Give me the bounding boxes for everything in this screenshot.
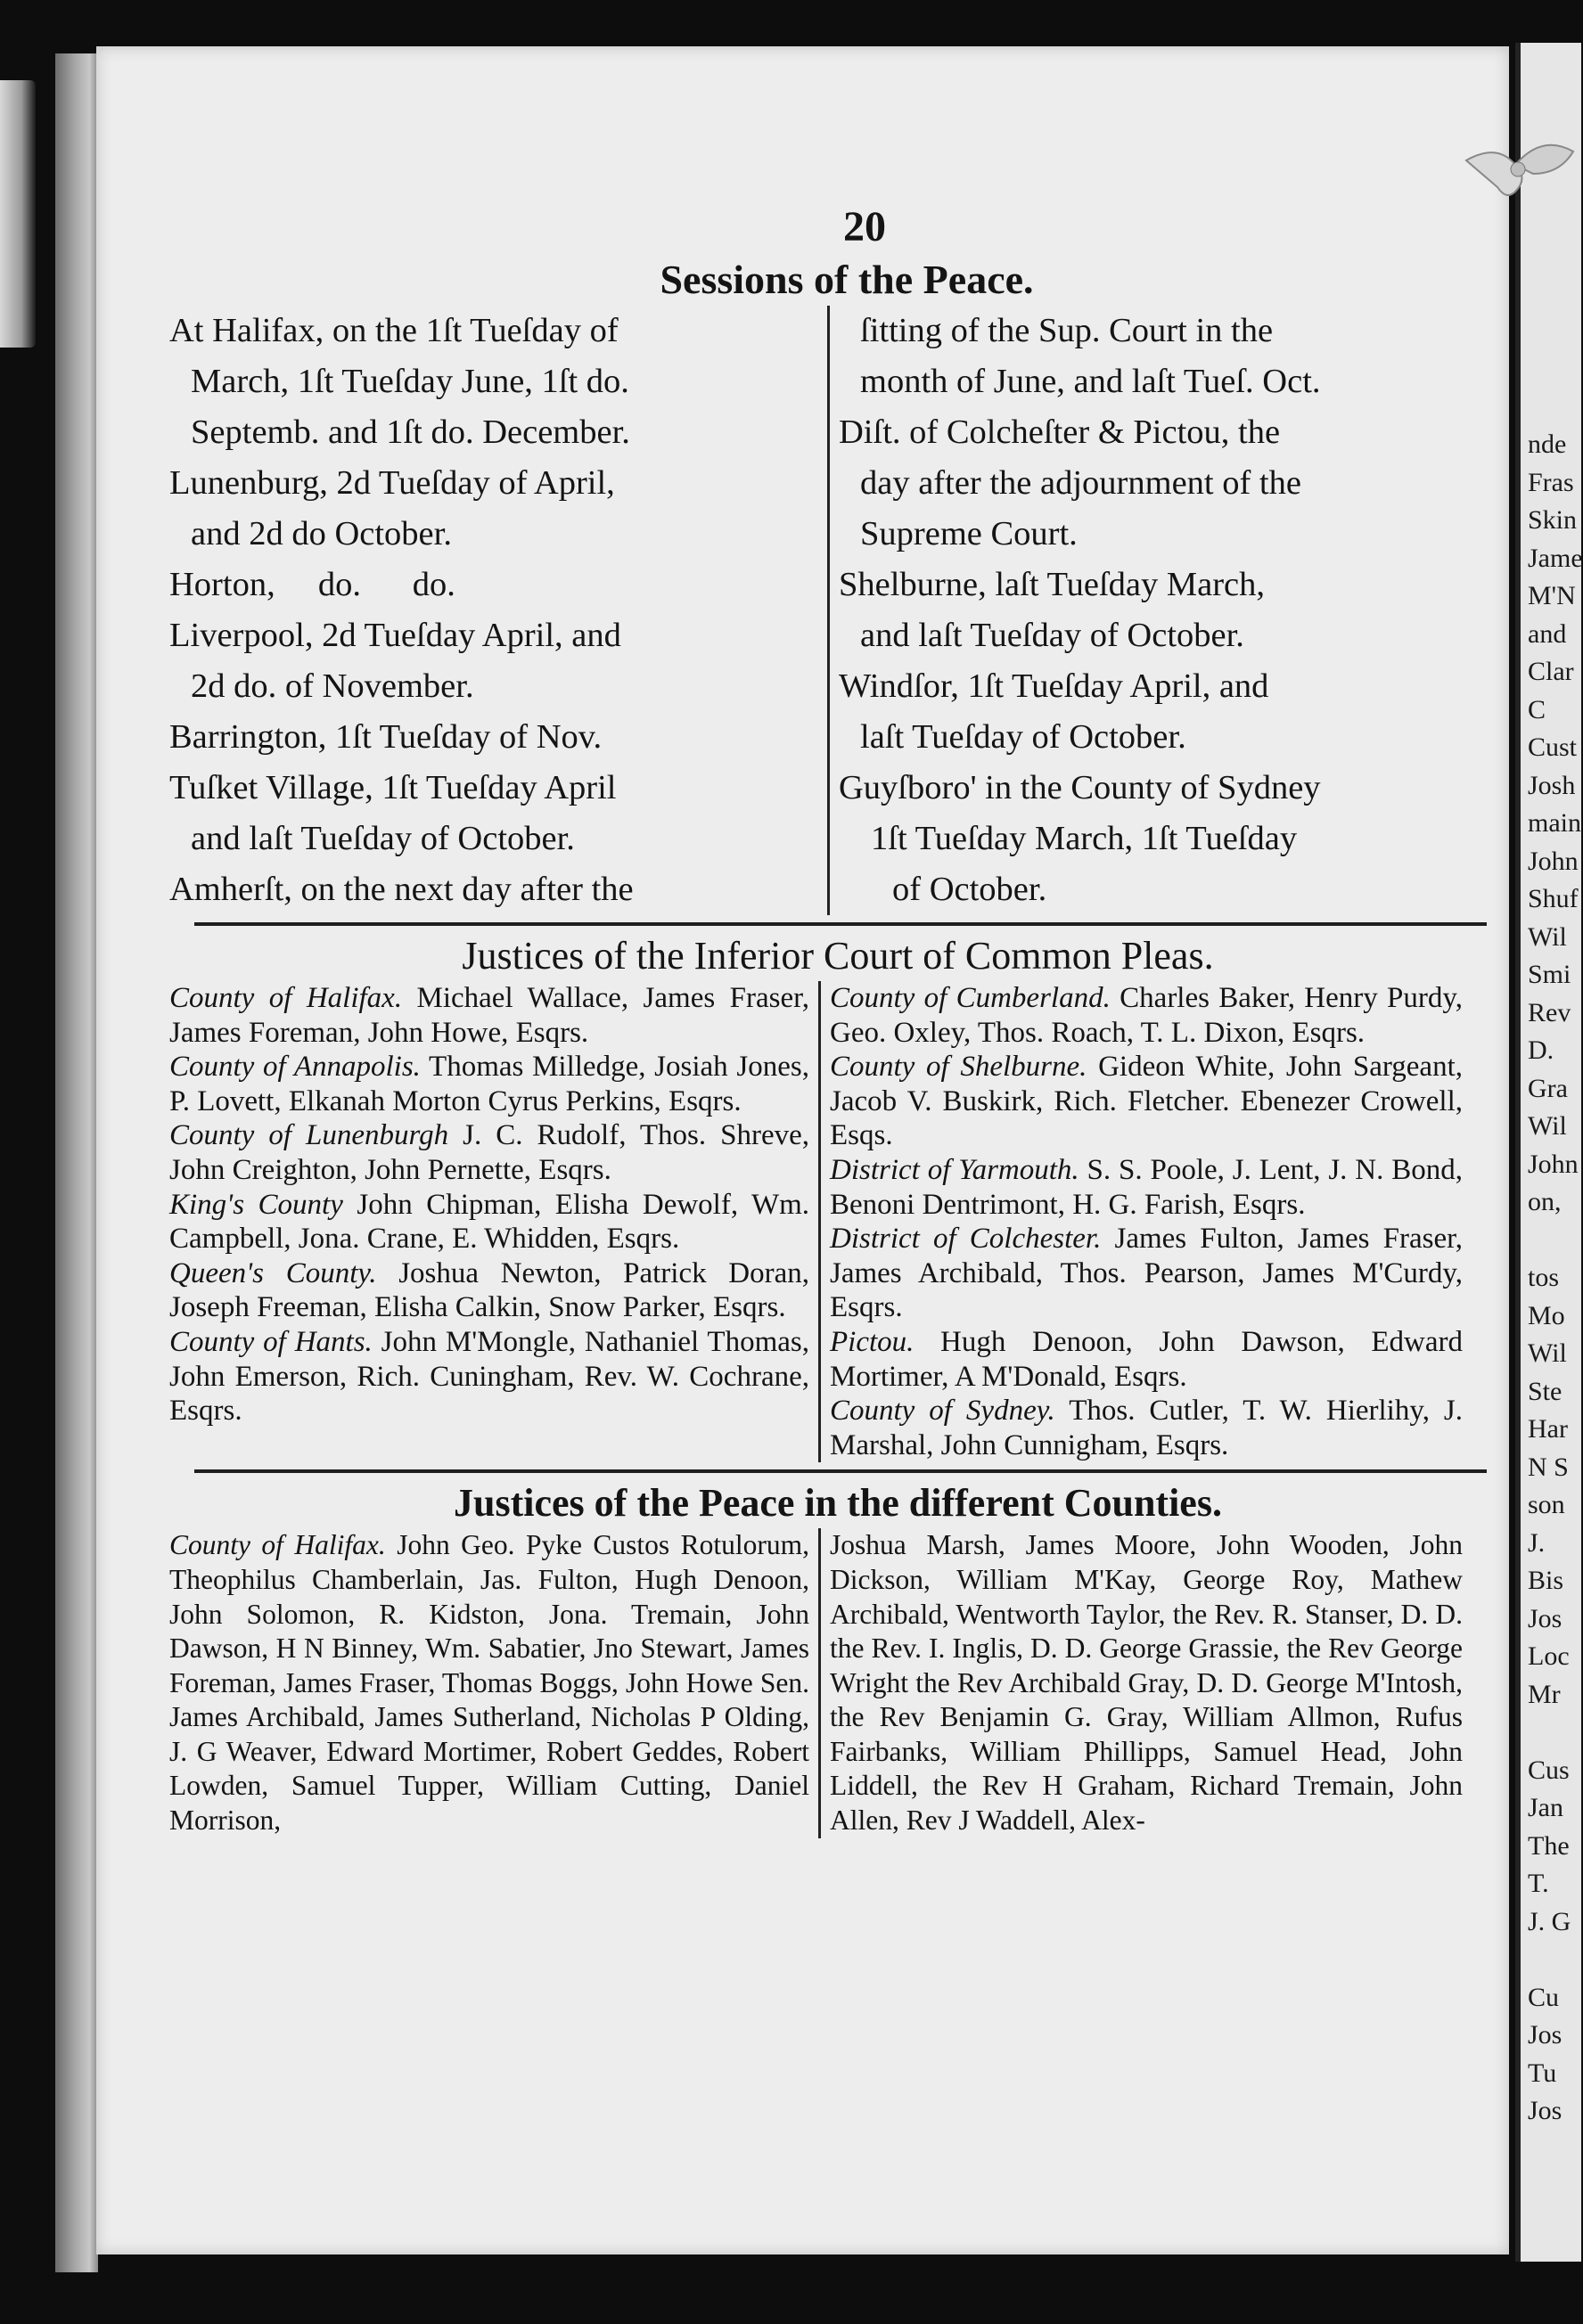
sessions-line: March, 1ſt Tueſday June, 1ſt do.	[191, 363, 629, 400]
peace-right-column	[830, 1528, 1463, 1837]
county-label: District of Colchester.	[830, 1223, 1102, 1256]
county-label: King's County	[169, 1188, 343, 1221]
sessions-line: Liverpool, 2d Tueſday April, and	[169, 617, 621, 654]
book-edge	[0, 80, 36, 348]
sessions-line: and laſt Tueſday of October.	[860, 617, 1244, 654]
justice-names: S. S. Poole, J. Lent, J. N. Bond, Benoni Dentrimont, H. G. Farish, Esqrs.	[830, 1153, 1464, 1221]
inferior-right-column	[830, 981, 1463, 1462]
sessions-line: Shelburne, laſt Tueſday March,	[839, 566, 1265, 603]
sessions-line: month of June, and laſt Tueſ. Oct.	[860, 363, 1321, 400]
sessions-left-column	[169, 306, 818, 915]
adjacent-page-text: nde Fras Skin Jame M'N and Clar C Cust Josh main John Shuf Wil Smi Rev D. Gra Wil John on, tos Mo Wil Ste Har N S son J. Bis Jos Loc Mr Cus Jan The T. J. G Cu Jos Tu Jos	[1528, 430, 1583, 2125]
sessions-line: day after the adjournment of the	[860, 464, 1301, 502]
sessions-line: Tuſket Village, 1ſt Tueſday April	[169, 769, 617, 806]
justice-names: Joshua Marsh, James Moore, John Wooden, John Dickson, William M'Kay, George Roy, Mathew Archibald, Wentworth Taylor, the Rev. R. Stanser, D. D. the Rev. I. Inglis, D. D. George Grassie, the Rev George Wright the Rev Archibald Gray, D. D. George M'Intosh, the Rev Benjamin G. Gray, William Allmon, Rufus Fairbanks, William Phillipps, Samuel Head, John Liddell, the Rev H Graham, Richard Tremain, John Allen, Rev J Waddell, Alex-	[830, 1529, 1463, 1837]
column-divider	[818, 1528, 821, 1837]
sessions-line: 2d do. of November.	[191, 667, 474, 705]
county-label: Pictou.	[830, 1325, 915, 1358]
peace-justices-title: Justices of the Peace in the different Counties.	[454, 1481, 1222, 1526]
column-divider	[827, 306, 830, 915]
justice-names: James Fulton, James Fraser, James Archibald, Thos. Pearson, James M'Curdy, Esqrs.	[830, 1223, 1464, 1324]
county-label: County of Sydney.	[830, 1395, 1055, 1428]
sessions-line: ſitting of the Sup. Court in the	[860, 312, 1274, 349]
sessions-line: laſt Tueſday of October.	[860, 718, 1186, 756]
justice-names: Charles Baker, Henry Purdy, Geo. Oxley, Thos. Roach, T. L. Dixon, Esqrs.	[830, 982, 1463, 1049]
county-label: County of Halifax.	[169, 982, 403, 1014]
section-rule	[194, 1469, 1487, 1473]
justice-names: Michael Wallace, James Fraser, James Foreman, John Howe, Esqrs.	[169, 982, 810, 1049]
sessions-line: Barrington, 1ſt Tueſday of Nov.	[169, 718, 603, 756]
justice-names: John Geo. Pyke Custos Rotulorum, Theophilus Chamberlain, Jas. Fulton, Hugh Denoon, John Solomon, R. Kidston, Jona. Tremain, John Dawson, H N Binney, Wm. Sabatier, Jno Stewart, James Foreman, James Fraser, Thomas Boggs, John Howe Sen. James Archibald, James Sutherland, Nicholas P Olding, J. G Weaver, Edward Mortimer, Robert Geddes, Robert Lowden, Samuel Tupper, William Cutting, Daniel Morrison,	[169, 1529, 810, 1837]
adjacent-page	[1515, 43, 1581, 2262]
sessions-line: Amherſt, on the next day after the	[169, 871, 634, 908]
inferior-court-title: Justices of the Inferior Court of Common Pleas.	[462, 934, 1214, 978]
column-divider	[818, 981, 821, 1462]
inferior-court-columns	[169, 981, 1489, 1462]
sessions-right-column	[839, 306, 1480, 915]
sessions-line: Lunenburg, 2d Tueſday of April,	[169, 464, 615, 502]
justice-names: Joshua Newton, Patrick Doran, Joseph Freeman, Elisha Calkin, Snow Parker, Esqrs.	[169, 1256, 810, 1324]
page-number: 20	[843, 203, 886, 250]
sessions-line: Horton, do. do.	[169, 566, 455, 603]
justice-names: John M'Mongle, Nathaniel Thomas, John Emerson, Rich. Cuningham, Rev. W. Cochrane, Esqrs.	[169, 1325, 809, 1428]
sessions-line: Guyſboro' in the County of Sydney	[839, 769, 1321, 806]
sessions-line: and laſt Tueſday of October.	[191, 820, 575, 857]
book-spine	[55, 53, 98, 2272]
county-label: County of Cumberland.	[830, 982, 1111, 1014]
sessions-line: At Halifax, on the 1ſt Tueſday of	[169, 312, 619, 349]
sessions-line: Windſor, 1ſt Tueſday April, and	[839, 667, 1269, 705]
sessions-line: Septemb. and 1ſt do. December.	[191, 413, 630, 451]
section-rule	[194, 922, 1487, 926]
inferior-left-column	[169, 981, 809, 1462]
county-label: County of Annapolis.	[169, 1051, 421, 1084]
justice-names: Gideon White, John Sargeant, Jacob V. Buskirk, Rich. Fletcher. Ebenezer Crowell, Esqs.	[830, 1051, 1463, 1152]
county-label: County of Lunenburgh	[169, 1119, 449, 1152]
sessions-line: 1ſt Tueſday March, 1ſt Tueſday	[871, 820, 1298, 857]
page-content	[169, 200, 1489, 1838]
county-label: District of Yarmouth.	[830, 1153, 1079, 1186]
county-label: Queen's County.	[169, 1256, 377, 1289]
sessions-line: Diſt. of Colcheſter & Pictou, the	[839, 413, 1281, 451]
justice-names: Thomas Milledge, Josiah Jones, P. Lovett, Elkanah Morton Cyrus Perkins, Esqrs.	[169, 1051, 809, 1117]
justice-names: Thos. Cutler, T. W. Hierlihy, J. Marshal, John Cunnigham, Esqrs.	[830, 1395, 1463, 1461]
justice-names: Hugh Denoon, John Dawson, Edward Mortimer, A M'Donald, Esqrs.	[830, 1325, 1464, 1393]
peace-left-column	[169, 1528, 809, 1837]
county-label: County of Shelburne.	[830, 1051, 1087, 1084]
sessions-line: and 2d do October.	[191, 515, 452, 552]
county-label: County of Hants.	[169, 1325, 373, 1358]
county-label: County of Halifax.	[169, 1529, 386, 1561]
sessions-columns	[169, 306, 1489, 915]
sessions-line: Supreme Court.	[860, 515, 1078, 552]
peace-justices-columns	[169, 1528, 1489, 1837]
justice-names: J. C. Rudolf, Thos. Shreve, John Creighton, John Pernette, Esqrs.	[169, 1119, 810, 1186]
sessions-title: Sessions of the Peace.	[660, 257, 1034, 302]
justice-names: John Chipman, Elisha Dewolf, Wm. Campbell, Jona. Crane, E. Whidden, Esqrs.	[169, 1188, 810, 1256]
sessions-line: of October.	[892, 871, 1047, 908]
